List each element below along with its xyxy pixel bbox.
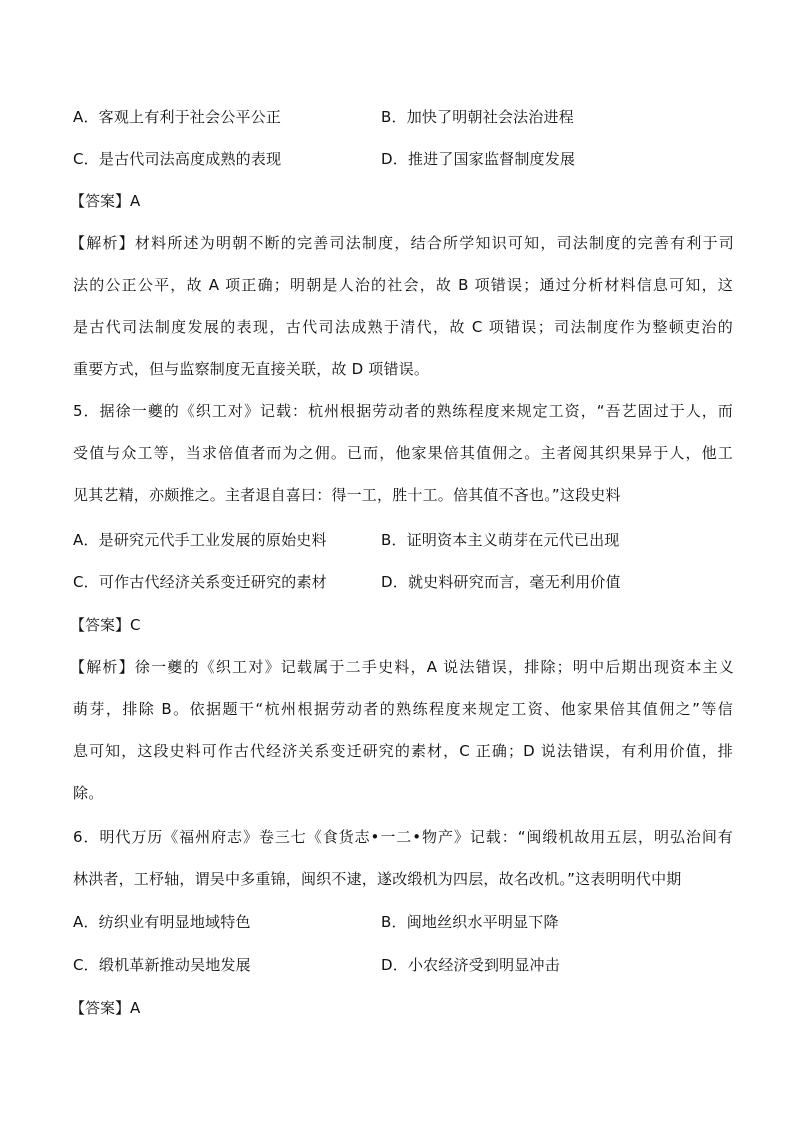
- q6-stem-line-1: 6．明代万历《福州府志》卷三七《食货志•一二•物产》记载：“闽缎机故用五层，明弘治间有: [73, 828, 733, 846]
- q5-option-a: A．是研究元代手工业发展的原始史料: [73, 531, 327, 549]
- q6-stem-line-2: 林洪者，工杼轴，谓吴中多重锦，闽织不逮，遂改缎机为四层，故名改机。”这表明明代中期: [73, 870, 682, 888]
- q5-option-d: D．就史料研究而言，毫无利用价值: [381, 573, 621, 591]
- q4-analysis-line-1: 【解析】材料所述为明朝不断的完善司法制度，结合所学知识可知，司法制度的完善有利于司: [70, 234, 734, 252]
- q5-option-b: B．证明资本主义萌芽在元代已出现: [381, 531, 620, 549]
- q5-analysis-line-2: 萌芽，排除 B。依据题干“杭州根据劳动者的熟练程度来规定工资、他家果倍其值佣之”等信: [73, 700, 733, 718]
- q5-answer: 【答案】C: [70, 616, 141, 634]
- q4-option-b: B．加快了明朝社会法治进程: [381, 108, 574, 126]
- q4-analysis-line-4: 重要方式，但与监察制度无直接关联，故 D 项错误。: [73, 360, 430, 378]
- q5-analysis-line-3: 息可知，这段史料可作古代经济关系变迁研究的素材，C 正确；D 说法错误，有利用价值，排: [73, 742, 733, 760]
- q4-option-d: D．推进了国家监督制度发展: [381, 150, 576, 168]
- q5-analysis-line-1: 【解析】徐一夔的《织工对》记载属于二手史料，A 说法错误，排除；明中后期出现资本主义: [70, 658, 734, 676]
- q6-option-a: A．纺织业有明显地域特色: [73, 913, 251, 931]
- q4-analysis-line-3: 是古代司法制度发展的表现，古代司法成熟于清代，故 C 项错误；司法制度作为整顿吏治的: [73, 318, 733, 336]
- q6-option-b: B．闽地丝织水平明显下降: [381, 913, 559, 931]
- q5-stem-line-2: 受值与众工等，当求倍值者而为之佣。已而，他家果倍其值佣之。主者阅其织果异于人，他工: [73, 444, 733, 462]
- q5-stem-line-3: 见其艺精，亦颇推之。主者退自喜曰：得一工，胜十工。倍其值不吝也。”这段史料: [73, 486, 621, 504]
- q4-answer: 【答案】A: [70, 192, 141, 210]
- q6-option-d: D．小农经济受到明显冲击: [381, 956, 560, 974]
- q5-option-c: C．可作古代经济关系变迁研究的素材: [73, 573, 327, 591]
- q6-option-c: C．缎机革新推动吴地发展: [73, 956, 251, 974]
- q5-analysis-line-4: 除。: [73, 784, 104, 802]
- q5-stem-line-1: 5．据徐一夔的《织工对》记载：杭州根据劳动者的熟练程度来规定工资，“吾艺固过于人，而: [73, 402, 733, 420]
- q6-answer: 【答案】A: [70, 999, 141, 1017]
- q4-option-a: A．客观上有利于社会公平公正: [73, 108, 282, 126]
- q4-analysis-line-2: 法的公正公平，故 A 项正确；明朝是人治的社会，故 B 项错误；通过分析材料信息可知，这: [73, 276, 733, 294]
- q4-option-c: C．是古代司法高度成熟的表现: [73, 150, 282, 168]
